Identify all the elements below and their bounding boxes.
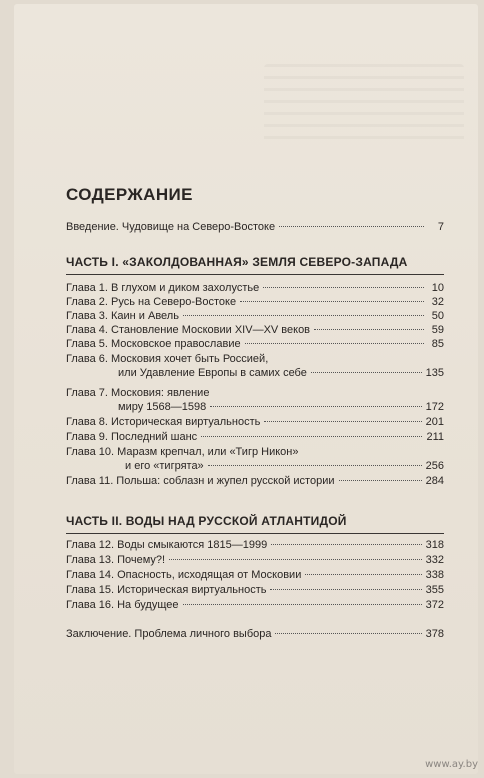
- dot-leader: [208, 465, 422, 466]
- entry-page: 32: [431, 296, 444, 308]
- entry-label: Глава 9. Последний шанс: [66, 431, 198, 443]
- dot-leader: [275, 633, 421, 634]
- toc-entry-ch2: [66, 295, 444, 309]
- toc-entry-ch6: [66, 352, 444, 366]
- watermark: www.ay.by: [425, 759, 478, 770]
- dot-leader: [305, 574, 421, 575]
- entry-page: 50: [431, 310, 444, 322]
- part-1-rule: [66, 274, 444, 275]
- part-1-title: ЧАСТЬ I. «ЗАКОЛДОВАННАЯ» ЗЕМЛЯ СЕВЕРО-ЗАПАДА: [66, 255, 408, 269]
- toc-entry-ch11: [66, 474, 444, 488]
- toc-entry-ch4: [66, 323, 444, 337]
- entry-page: 338: [425, 569, 444, 581]
- bleed-through-text: [264, 64, 464, 144]
- dot-leader: [339, 480, 422, 481]
- entry-page: 201: [425, 416, 444, 428]
- toc-entry-ch6-cont: [66, 366, 444, 380]
- toc-entry-ch15: [66, 583, 444, 597]
- entry-page: 332: [425, 554, 444, 566]
- entry-label: Глава 8. Историческая виртуальность: [66, 416, 261, 428]
- toc-entry-intro: [66, 220, 444, 234]
- entry-page: 7: [437, 221, 444, 233]
- entry-label: Глава 16. На будущее: [66, 599, 179, 611]
- dot-leader: [264, 421, 421, 422]
- toc-entry-ch14: [66, 568, 444, 582]
- dot-leader: [245, 343, 424, 344]
- toc-entry-ch10-cont: [66, 459, 444, 473]
- toc-entry-ch5: [66, 337, 444, 351]
- dot-leader: [279, 226, 424, 227]
- dot-leader: [311, 372, 422, 373]
- toc-entry-ch9: [66, 430, 444, 444]
- entry-label: Заключение. Проблема личного выбора: [66, 628, 272, 640]
- entry-label: Глава 10. Маразм крепчал, или «Тигр Никон»: [66, 446, 299, 458]
- part-2-rule: [66, 533, 444, 534]
- entry-label: Глава 3. Каин и Авель: [66, 310, 179, 322]
- entry-page: 172: [425, 401, 444, 413]
- toc-title: СОДЕРЖАНИЕ: [66, 185, 193, 204]
- entry-label: Глава 15. Историческая виртуальность: [66, 584, 267, 596]
- toc-entry-ch3: [66, 309, 444, 323]
- entry-label: Глава 12. Воды смыкаются 1815—1999: [66, 539, 268, 551]
- entry-page: 135: [425, 367, 444, 379]
- dot-leader: [183, 315, 424, 316]
- toc-entry-ch7-cont: [66, 400, 444, 414]
- dot-leader: [263, 287, 424, 288]
- dot-leader: [169, 559, 422, 560]
- dot-leader: [240, 301, 424, 302]
- entry-label-cont: или Удавление Европы в самих себе: [118, 367, 307, 379]
- dot-leader: [201, 436, 422, 437]
- entry-label: Введение. Чудовище на Северо-Востоке: [66, 221, 276, 233]
- entry-label: Глава 6. Московия хочет быть Россией,: [66, 353, 269, 365]
- dot-leader: [314, 329, 424, 330]
- entry-label: Глава 5. Московское православие: [66, 338, 241, 350]
- entry-page: 318: [425, 539, 444, 551]
- entry-label: Глава 11. Польша: соблазн и жупел русской истории: [66, 475, 335, 487]
- entry-label: Глава 7. Московия: явление: [66, 387, 210, 399]
- toc-entry-ch7: [66, 386, 444, 400]
- toc-entry-ch16: [66, 598, 444, 612]
- entry-page: 211: [426, 431, 444, 443]
- toc-entry-ch1: [66, 281, 444, 295]
- entry-page: 256: [425, 460, 444, 472]
- entry-label-cont: миру 1568—1598: [118, 401, 207, 413]
- part-2-title: ЧАСТЬ II. ВОДЫ НАД РУССКОЙ АТЛАНТИДОЙ: [66, 514, 347, 528]
- dot-leader: [270, 589, 421, 590]
- entry-label: Глава 14. Опасность, исходящая от Московии: [66, 569, 302, 581]
- entry-label: Глава 4. Становление Московии XIV—XV веков: [66, 324, 311, 336]
- dot-leader: [271, 544, 421, 545]
- entry-page: 59: [431, 324, 444, 336]
- entry-page: 10: [431, 282, 444, 294]
- entry-page: 85: [431, 338, 444, 350]
- entry-label-cont: и его «тигрята»: [125, 460, 204, 472]
- entry-label: Глава 2. Русь на Северо-Востоке: [66, 296, 237, 308]
- toc-entry-ch8: [66, 415, 444, 429]
- entry-label: Глава 13. Почему?!: [66, 554, 166, 566]
- toc-entry-ch13: [66, 553, 444, 567]
- toc-entry-ch12: [66, 538, 444, 552]
- entry-page: 284: [425, 475, 444, 487]
- entry-page: 355: [425, 584, 444, 596]
- toc-entry-ch10: [66, 445, 444, 459]
- entry-page: 372: [425, 599, 444, 611]
- dot-leader: [183, 604, 422, 605]
- entry-page: 378: [425, 628, 444, 640]
- entry-label: Глава 1. В глухом и диком захолустье: [66, 282, 260, 294]
- dot-leader: [210, 406, 421, 407]
- toc-entry-conclusion: [66, 627, 444, 641]
